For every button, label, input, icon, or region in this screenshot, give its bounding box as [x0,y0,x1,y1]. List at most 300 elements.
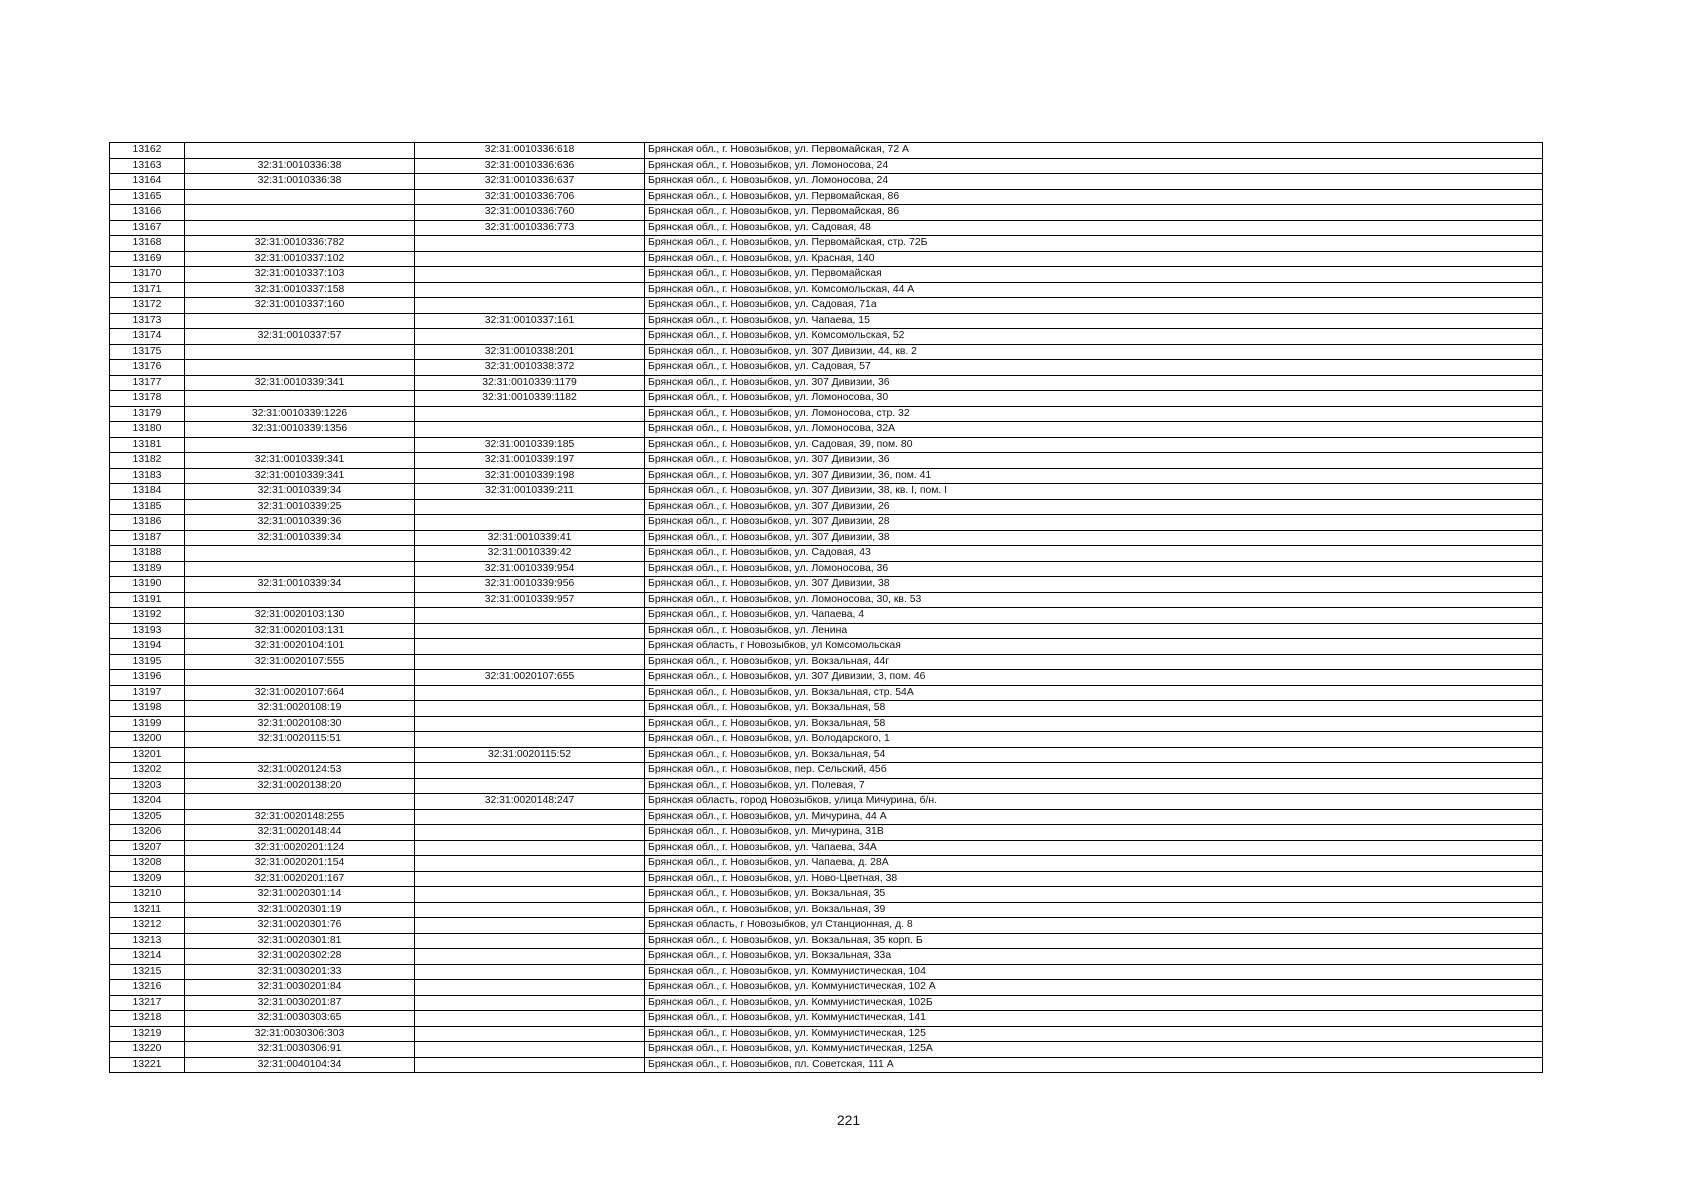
building-cadastral-cell: 32:31:0010339:211 [415,484,645,500]
table-row [110,499,1543,515]
building-cadastral-cell [415,809,645,825]
table-row [110,871,1543,887]
row-number-cell: 13201 [110,747,185,763]
table-row [110,670,1543,686]
address-cell: Брянская обл., г. Новозыбков, ул. Ленина [645,623,1543,639]
parcel-cadastral-cell: 32:31:0020148:255 [185,809,415,825]
address-cell: Брянская обл., г. Новозыбков, ул. Вокзальная, 58 [645,716,1543,732]
parcel-cadastral-cell: 32:31:0030306:91 [185,1042,415,1058]
table-row [110,391,1543,407]
building-cadastral-cell [415,406,645,422]
table-row [110,732,1543,748]
row-number-cell: 13170 [110,267,185,283]
row-number-cell: 13218 [110,1011,185,1027]
table-row [110,840,1543,856]
address-cell: Брянская обл., г. Новозыбков, ул. Мичурина, 31В [645,825,1543,841]
building-cadastral-cell: 32:31:0010338:201 [415,344,645,360]
row-number-cell: 13188 [110,546,185,562]
parcel-cadastral-cell [185,205,415,221]
row-number-cell: 13203 [110,778,185,794]
address-cell: Брянская обл., г. Новозыбков, ул. 307 Дивизии, 38, кв. I, пом. I [645,484,1543,500]
parcel-cadastral-cell [185,747,415,763]
row-number-cell: 13191 [110,592,185,608]
building-cadastral-cell: 32:31:0010336:760 [415,205,645,221]
table-row [110,1042,1543,1058]
table-row [110,949,1543,965]
address-cell: Брянская обл., г. Новозыбков, ул. 307 Дивизии, 36 [645,453,1543,469]
address-cell: Брянская обл., г. Новозыбков, ул. Коммунистическая, 125А [645,1042,1543,1058]
row-number-cell: 13179 [110,406,185,422]
parcel-cadastral-cell: 32:31:0010336:782 [185,236,415,252]
address-cell: Брянская обл., г. Новозыбков, ул. Мичурина, 44 А [645,809,1543,825]
table-row [110,980,1543,996]
row-number-cell: 13199 [110,716,185,732]
address-cell: Брянская обл., г. Новозыбков, ул. Коммунистическая, 104 [645,964,1543,980]
parcel-cadastral-cell [185,391,415,407]
parcel-cadastral-cell: 32:31:0010339:34 [185,484,415,500]
parcel-cadastral-cell: 32:31:0030201:33 [185,964,415,980]
parcel-cadastral-cell: 32:31:0010339:34 [185,530,415,546]
address-cell: Брянская обл., г. Новозыбков, ул. Ломоносова, 30 [645,391,1543,407]
row-number-cell: 13174 [110,329,185,345]
row-number-cell: 13181 [110,437,185,453]
row-number-cell: 13214 [110,949,185,965]
building-cadastral-cell: 32:31:0010339:956 [415,577,645,593]
table-row [110,577,1543,593]
row-number-cell: 13208 [110,856,185,872]
parcel-cadastral-cell: 32:31:0020104:101 [185,639,415,655]
address-cell: Брянская обл., г. Новозыбков, ул. Ломоносова, 30, кв. 53 [645,592,1543,608]
parcel-cadastral-cell [185,437,415,453]
parcel-cadastral-cell [185,344,415,360]
row-number-cell: 13219 [110,1026,185,1042]
address-cell: Брянская обл., г. Новозыбков, ул. Коммунистическая, 102Б [645,995,1543,1011]
table-row [110,1057,1543,1073]
row-number-cell: 13167 [110,220,185,236]
row-number-cell: 13190 [110,577,185,593]
building-cadastral-cell: 32:31:0010336:706 [415,189,645,205]
table-row [110,995,1543,1011]
row-number-cell: 13205 [110,809,185,825]
address-cell: Брянская обл., г. Новозыбков, ул. Вокзальная, стр. 54А [645,685,1543,701]
table-row [110,437,1543,453]
row-number-cell: 13162 [110,143,185,159]
table-row [110,918,1543,934]
building-cadastral-cell [415,856,645,872]
building-cadastral-cell [415,701,645,717]
building-cadastral-cell [415,499,645,515]
building-cadastral-cell [415,980,645,996]
address-cell: Брянская обл., г. Новозыбков, ул. Садовая, 48 [645,220,1543,236]
building-cadastral-cell: 32:31:0020107:655 [415,670,645,686]
parcel-cadastral-cell: 32:31:0010337:103 [185,267,415,283]
table-row [110,158,1543,174]
parcel-cadastral-cell: 32:31:0010339:1226 [185,406,415,422]
building-cadastral-cell: 32:31:0010337:161 [415,313,645,329]
table-row [110,623,1543,639]
building-cadastral-cell [415,654,645,670]
table-row [110,592,1543,608]
building-cadastral-cell [415,964,645,980]
address-cell: Брянская обл., г. Новозыбков, ул. Чапаева, 15 [645,313,1543,329]
registry-table-body [110,143,1543,1073]
table-row [110,825,1543,841]
table-row [110,933,1543,949]
table-row [110,453,1543,469]
row-number-cell: 13192 [110,608,185,624]
building-cadastral-cell: 32:31:0010339:41 [415,530,645,546]
address-cell: Брянская обл., г. Новозыбков, ул. Чапаева, 4 [645,608,1543,624]
parcel-cadastral-cell: 32:31:0020301:14 [185,887,415,903]
table-row [110,763,1543,779]
address-cell: Брянская обл., г. Новозыбков, ул. Ломоносова, 24 [645,174,1543,190]
address-cell: Брянская обл., г. Новозыбков, ул. Ломоносова, 32А [645,422,1543,438]
parcel-cadastral-cell: 32:31:0020108:30 [185,716,415,732]
row-number-cell: 13204 [110,794,185,810]
table-row [110,685,1543,701]
address-cell: Брянская обл., г. Новозыбков, ул. 307 Дивизии, 28 [645,515,1543,531]
row-number-cell: 13176 [110,360,185,376]
building-cadastral-cell [415,887,645,903]
table-row [110,298,1543,314]
parcel-cadastral-cell [185,546,415,562]
table-row [110,887,1543,903]
address-cell: Брянская обл., г. Новозыбков, ул. 307 Дивизии, 38 [645,530,1543,546]
row-number-cell: 13165 [110,189,185,205]
table-row [110,515,1543,531]
row-number-cell: 13164 [110,174,185,190]
row-number-cell: 13169 [110,251,185,267]
row-number-cell: 13173 [110,313,185,329]
address-cell: Брянская обл., г. Новозыбков, ул. Комсомольская, 44 А [645,282,1543,298]
parcel-cadastral-cell: 32:31:0020138:20 [185,778,415,794]
row-number-cell: 13216 [110,980,185,996]
table-row [110,360,1543,376]
address-cell: Брянская обл., г. Новозыбков, ул. Вокзальная, 39 [645,902,1543,918]
building-cadastral-cell: 32:31:0020115:52 [415,747,645,763]
table-row [110,716,1543,732]
parcel-cadastral-cell: 32:31:0020201:167 [185,871,415,887]
parcel-cadastral-cell: 32:31:0010336:38 [185,158,415,174]
parcel-cadastral-cell: 32:31:0040104:34 [185,1057,415,1073]
building-cadastral-cell [415,1042,645,1058]
table-row [110,1026,1543,1042]
row-number-cell: 13213 [110,933,185,949]
address-cell: Брянская обл., г. Новозыбков, ул. Вокзальная, 58 [645,701,1543,717]
row-number-cell: 13182 [110,453,185,469]
building-cadastral-cell [415,1057,645,1073]
address-cell: Брянская обл., г. Новозыбков, ул. Ново-Цветная, 38 [645,871,1543,887]
table-row [110,701,1543,717]
table-row [110,778,1543,794]
parcel-cadastral-cell: 32:31:0010336:38 [185,174,415,190]
building-cadastral-cell: 32:31:0010336:636 [415,158,645,174]
row-number-cell: 13215 [110,964,185,980]
row-number-cell: 13171 [110,282,185,298]
address-cell: Брянская обл., г. Новозыбков, ул. Первомайская, 72 А [645,143,1543,159]
address-cell: Брянская обл., г. Новозыбков, ул. Красная, 140 [645,251,1543,267]
address-cell: Брянская обл., г. Новозыбков, ул. Вокзальная, 35 корп. Б [645,933,1543,949]
row-number-cell: 13200 [110,732,185,748]
building-cadastral-cell [415,995,645,1011]
building-cadastral-cell [415,282,645,298]
parcel-cadastral-cell [185,794,415,810]
row-number-cell: 13198 [110,701,185,717]
address-cell: Брянская обл., г. Новозыбков, ул. Вокзальная, 54 [645,747,1543,763]
building-cadastral-cell [415,639,645,655]
address-cell: Брянская обл., г. Новозыбков, ул. Первомайская, стр. 72Б [645,236,1543,252]
parcel-cadastral-cell: 32:31:0020103:130 [185,608,415,624]
address-cell: Брянская обл., г. Новозыбков, ул. 307 Дивизии, 36 [645,375,1543,391]
building-cadastral-cell [415,825,645,841]
building-cadastral-cell [415,871,645,887]
parcel-cadastral-cell: 32:31:0010337:158 [185,282,415,298]
address-cell: Брянская обл., г. Новозыбков, ул. 307 Дивизии, 38 [645,577,1543,593]
parcel-cadastral-cell: 32:31:0020302:28 [185,949,415,965]
parcel-cadastral-cell: 32:31:0010337:160 [185,298,415,314]
building-cadastral-cell [415,236,645,252]
parcel-cadastral-cell: 32:31:0010337:102 [185,251,415,267]
building-cadastral-cell: 32:31:0010339:198 [415,468,645,484]
parcel-cadastral-cell: 32:31:0020301:81 [185,933,415,949]
parcel-cadastral-cell: 32:31:0020115:51 [185,732,415,748]
building-cadastral-cell: 32:31:0020148:247 [415,794,645,810]
building-cadastral-cell [415,515,645,531]
row-number-cell: 13189 [110,561,185,577]
table-row [110,639,1543,655]
parcel-cadastral-cell [185,189,415,205]
page-number: 221 [836,1112,861,1128]
table-row [110,375,1543,391]
row-number-cell: 13211 [110,902,185,918]
parcel-cadastral-cell [185,313,415,329]
row-number-cell: 13197 [110,685,185,701]
building-cadastral-cell [415,685,645,701]
row-number-cell: 13168 [110,236,185,252]
row-number-cell: 13185 [110,499,185,515]
address-cell: Брянская обл., г. Новозыбков, ул. Чапаева, д. 28А [645,856,1543,872]
address-cell: Брянская область, г Новозыбков, ул Комсомольская [645,639,1543,655]
parcel-cadastral-cell: 32:31:0020107:664 [185,685,415,701]
parcel-cadastral-cell: 32:31:0010339:34 [185,577,415,593]
building-cadastral-cell [415,763,645,779]
building-cadastral-cell: 32:31:0010339:957 [415,592,645,608]
address-cell: Брянская обл., г. Новозыбков, ул. Садовая, 43 [645,546,1543,562]
address-cell: Брянская обл., г. Новозыбков, ул. Ломоносова, 36 [645,561,1543,577]
building-cadastral-cell [415,949,645,965]
row-number-cell: 13183 [110,468,185,484]
parcel-cadastral-cell: 32:31:0020301:19 [185,902,415,918]
table-row [110,220,1543,236]
parcel-cadastral-cell [185,592,415,608]
row-number-cell: 13175 [110,344,185,360]
table-row [110,608,1543,624]
parcel-cadastral-cell: 32:31:0010337:57 [185,329,415,345]
row-number-cell: 13184 [110,484,185,500]
address-cell: Брянская обл., г. Новозыбков, пер. Сельский, 45б [645,763,1543,779]
row-number-cell: 13163 [110,158,185,174]
parcel-cadastral-cell: 32:31:0030201:87 [185,995,415,1011]
table-row [110,530,1543,546]
row-number-cell: 13187 [110,530,185,546]
row-number-cell: 13196 [110,670,185,686]
row-number-cell: 13202 [110,763,185,779]
address-cell: Брянская обл., г. Новозыбков, ул. Коммунистическая, 125 [645,1026,1543,1042]
parcel-cadastral-cell [185,143,415,159]
parcel-cadastral-cell: 32:31:0010339:341 [185,453,415,469]
address-cell: Брянская область, г Новозыбков, ул Станционная, д. 8 [645,918,1543,934]
parcel-cadastral-cell [185,561,415,577]
table-row [110,267,1543,283]
table-row [110,344,1543,360]
row-number-cell: 13206 [110,825,185,841]
parcel-cadastral-cell: 32:31:0020108:19 [185,701,415,717]
building-cadastral-cell [415,298,645,314]
row-number-cell: 13194 [110,639,185,655]
row-number-cell: 13195 [110,654,185,670]
table-row [110,809,1543,825]
building-cadastral-cell: 32:31:0010338:372 [415,360,645,376]
building-cadastral-cell: 32:31:0010336:637 [415,174,645,190]
address-cell: Брянская обл., г. Новозыбков, ул. Чапаева, 34А [645,840,1543,856]
parcel-cadastral-cell: 32:31:0010339:1356 [185,422,415,438]
building-cadastral-cell [415,1026,645,1042]
building-cadastral-cell [415,623,645,639]
row-number-cell: 13193 [110,623,185,639]
table-row [110,964,1543,980]
table-row [110,902,1543,918]
building-cadastral-cell [415,902,645,918]
building-cadastral-cell [415,918,645,934]
parcel-cadastral-cell: 32:31:0020107:555 [185,654,415,670]
building-cadastral-cell: 32:31:0010339:197 [415,453,645,469]
parcel-cadastral-cell: 32:31:0020201:154 [185,856,415,872]
table-row [110,174,1543,190]
building-cadastral-cell [415,422,645,438]
row-number-cell: 13209 [110,871,185,887]
address-cell: Брянская обл., г. Новозыбков, пл. Советская, 111 А [645,1057,1543,1073]
address-cell: Брянская обл., г. Новозыбков, ул. Садовая, 57 [645,360,1543,376]
building-cadastral-cell [415,329,645,345]
row-number-cell: 13217 [110,995,185,1011]
address-cell: Брянская обл., г. Новозыбков, ул. Первомайская, 86 [645,189,1543,205]
building-cadastral-cell [415,716,645,732]
table-row [110,484,1543,500]
building-cadastral-cell [415,267,645,283]
row-number-cell: 13180 [110,422,185,438]
building-cadastral-cell: 32:31:0010336:618 [415,143,645,159]
address-cell: Брянская обл., г. Новозыбков, ул. Ломоносова, 24 [645,158,1543,174]
table-row [110,747,1543,763]
parcel-cadastral-cell: 32:31:0020124:53 [185,763,415,779]
building-cadastral-cell [415,251,645,267]
table-row [110,561,1543,577]
address-cell: Брянская обл., г. Новозыбков, ул. Володарского, 1 [645,732,1543,748]
building-cadastral-cell [415,732,645,748]
row-number-cell: 13186 [110,515,185,531]
table-row [110,329,1543,345]
building-cadastral-cell: 32:31:0010339:1179 [415,375,645,391]
building-cadastral-cell [415,840,645,856]
table-row [110,251,1543,267]
parcel-cadastral-cell: 32:31:0020201:124 [185,840,415,856]
address-cell: Брянская обл., г. Новозыбков, ул. 307 Дивизии, 26 [645,499,1543,515]
row-number-cell: 13166 [110,205,185,221]
parcel-cadastral-cell [185,360,415,376]
parcel-cadastral-cell: 32:31:0010339:341 [185,375,415,391]
address-cell: Брянская обл., г. Новозыбков, ул. Ломоносова, стр. 32 [645,406,1543,422]
building-cadastral-cell: 32:31:0010339:1182 [415,391,645,407]
parcel-cadastral-cell: 32:31:0030201:84 [185,980,415,996]
parcel-cadastral-cell: 32:31:0020148:44 [185,825,415,841]
table-row [110,468,1543,484]
table-row [110,282,1543,298]
parcel-cadastral-cell: 32:31:0030306:303 [185,1026,415,1042]
row-number-cell: 13207 [110,840,185,856]
table-row [110,143,1543,159]
table-row [110,856,1543,872]
building-cadastral-cell [415,608,645,624]
address-cell: Брянская обл., г. Новозыбков, ул. Коммунистическая, 141 [645,1011,1543,1027]
parcel-cadastral-cell: 32:31:0010339:36 [185,515,415,531]
row-number-cell: 13177 [110,375,185,391]
table-row [110,1011,1543,1027]
address-cell: Брянская обл., г. Новозыбков, ул. Садовая, 39, пом. 80 [645,437,1543,453]
building-cadastral-cell: 32:31:0010339:42 [415,546,645,562]
row-number-cell: 13172 [110,298,185,314]
building-cadastral-cell: 32:31:0010339:954 [415,561,645,577]
address-cell: Брянская обл., г. Новозыбков, ул. 307 Дивизии, 44, кв. 2 [645,344,1543,360]
address-cell: Брянская обл., г. Новозыбков, ул. Вокзальная, 33а [645,949,1543,965]
row-number-cell: 13221 [110,1057,185,1073]
parcel-cadastral-cell: 32:31:0020103:131 [185,623,415,639]
row-number-cell: 13220 [110,1042,185,1058]
table-row [110,313,1543,329]
table-row [110,205,1543,221]
table-row [110,236,1543,252]
building-cadastral-cell [415,778,645,794]
address-cell: Брянская обл., г. Новозыбков, ул. Вокзальная, 44г [645,654,1543,670]
building-cadastral-cell: 32:31:0010339:185 [415,437,645,453]
registry-table [109,142,1543,1073]
address-cell: Брянская обл., г. Новозыбков, ул. Полевая, 7 [645,778,1543,794]
address-cell: Брянская обл., г. Новозыбков, ул. Вокзальная, 35 [645,887,1543,903]
table-row [110,189,1543,205]
table-row [110,422,1543,438]
parcel-cadastral-cell: 32:31:0030303:65 [185,1011,415,1027]
address-cell: Брянская область, город Новозыбков, улица Мичурина, б/н. [645,794,1543,810]
address-cell: Брянская обл., г. Новозыбков, ул. Первомайская [645,267,1543,283]
address-cell: Брянская обл., г. Новозыбков, ул. 307 Дивизии, 3, пом. 46 [645,670,1543,686]
parcel-cadastral-cell [185,670,415,686]
table-row [110,794,1543,810]
row-number-cell: 13178 [110,391,185,407]
parcel-cadastral-cell: 32:31:0020301:76 [185,918,415,934]
building-cadastral-cell [415,1011,645,1027]
address-cell: Брянская обл., г. Новозыбков, ул. Комсомольская, 52 [645,329,1543,345]
row-number-cell: 13212 [110,918,185,934]
table-row [110,546,1543,562]
building-cadastral-cell [415,933,645,949]
table-row [110,406,1543,422]
address-cell: Брянская обл., г. Новозыбков, ул. Первомайская, 86 [645,205,1543,221]
address-cell: Брянская обл., г. Новозыбков, ул. Садовая, 71а [645,298,1543,314]
table-row [110,654,1543,670]
address-cell: Брянская обл., г. Новозыбков, ул. Коммунистическая, 102 А [645,980,1543,996]
parcel-cadastral-cell: 32:31:0010339:341 [185,468,415,484]
address-cell: Брянская обл., г. Новозыбков, ул. 307 Дивизии, 36, пом. 41 [645,468,1543,484]
parcel-cadastral-cell: 32:31:0010339:25 [185,499,415,515]
